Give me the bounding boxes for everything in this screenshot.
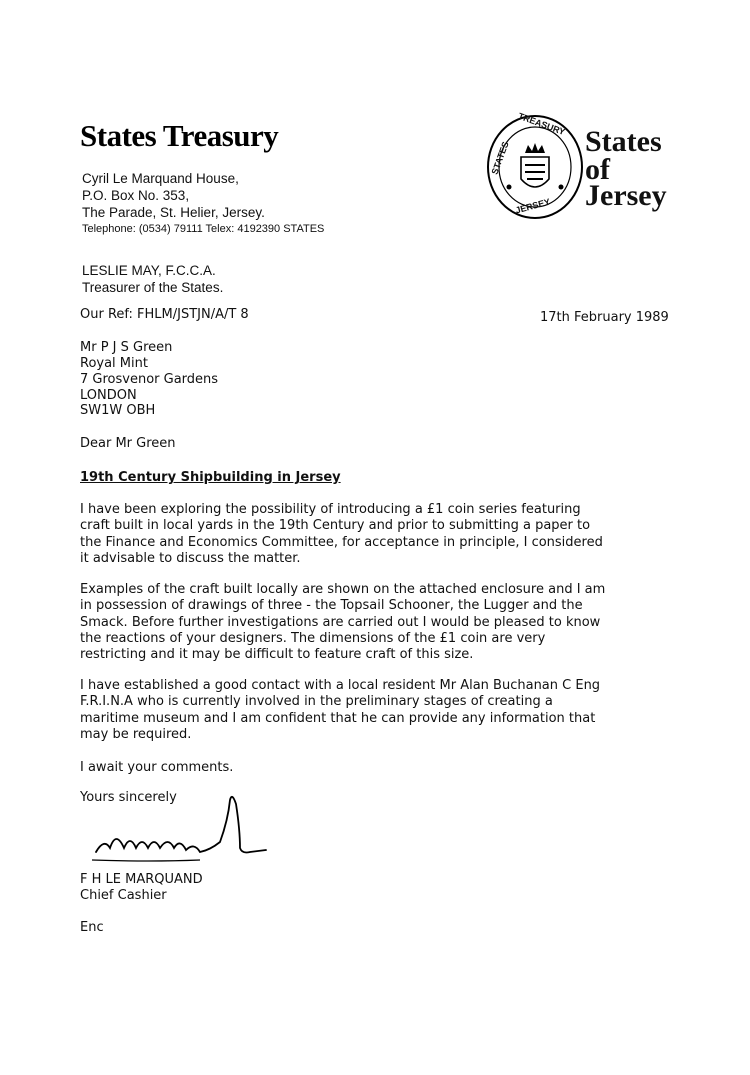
letterhead-title: States Treasury <box>80 118 279 153</box>
seal-text-left: STATES <box>489 140 511 176</box>
recipient-line-4: LONDON <box>80 388 137 403</box>
seal-text-top: TREASURY <box>516 110 567 138</box>
valediction: Yours sincerely <box>80 790 177 805</box>
brand-line-jersey: Jersey <box>585 179 667 212</box>
seal-text-bottom: JERSEY <box>514 196 552 216</box>
letter-date: 17th February 1989 <box>540 310 669 325</box>
closing-request: I await your comments. <box>80 760 234 775</box>
address-line-1: Cyril Le Marquand House, <box>82 171 239 186</box>
signatory-title: Chief Cashier <box>80 888 167 903</box>
recipient-line-5: SW1W OBH <box>80 403 156 418</box>
address-line-3: The Parade, St. Helier, Jersey. <box>82 205 265 220</box>
states-seal-icon <box>485 110 585 221</box>
recipient-line-2: Royal Mint <box>80 356 148 371</box>
body-paragraph-2: Examples of the craft built locally are shown on the attached enclosure and I am in possession of drawings of three - the Topsail Schooner, the Lugger and the Smack. Before further investigations are carried out I would be pleased to know the reactions of your designers. The dimensions of the £1 coin are very restricting and it may be difficult to feature craft of this size. <box>80 582 606 663</box>
salutation: Dear Mr Green <box>80 436 176 451</box>
enclosure-note: Enc <box>80 920 104 935</box>
brand-line-of: of <box>585 153 610 186</box>
handwritten-signature <box>90 790 270 880</box>
body-paragraph-3: I have established a good contact with a local resident Mr Alan Buchanan C Eng F.R.I.N.A who is currently involved in the preliminary stages of creating a maritime museum and I am confident that he can provide any information that may be required. <box>80 678 601 742</box>
treasurer-name: LESLIE MAY, F.C.C.A. <box>82 263 216 278</box>
brand-line-states: States <box>585 125 662 158</box>
signatory-name: F H LE MARQUAND <box>80 872 203 887</box>
recipient-line-3: 7 Grosvenor Gardens <box>80 372 219 387</box>
telephone-line: Telephone: (0534) 79111 Telex: 4192390 STATES <box>82 223 325 235</box>
recipient-line-1: Mr P J S Green <box>80 340 173 355</box>
treasurer-title: Treasurer of the States. <box>82 280 224 295</box>
body-paragraph-1: I have been exploring the possibility of introducing a £1 coin series featuring craft built in local yards in the 19th Century and prior to submitting a paper to the Finance and Economics Committee, for acceptance in principle, I considered it advisable to discuss the matter. <box>80 502 603 566</box>
subject-line: 19th Century Shipbuilding in Jersey <box>80 470 341 485</box>
our-reference: Our Ref: FHLM/JSTJN/A/T 8 <box>80 307 249 322</box>
address-line-2: P.O. Box No. 353, <box>82 188 190 203</box>
